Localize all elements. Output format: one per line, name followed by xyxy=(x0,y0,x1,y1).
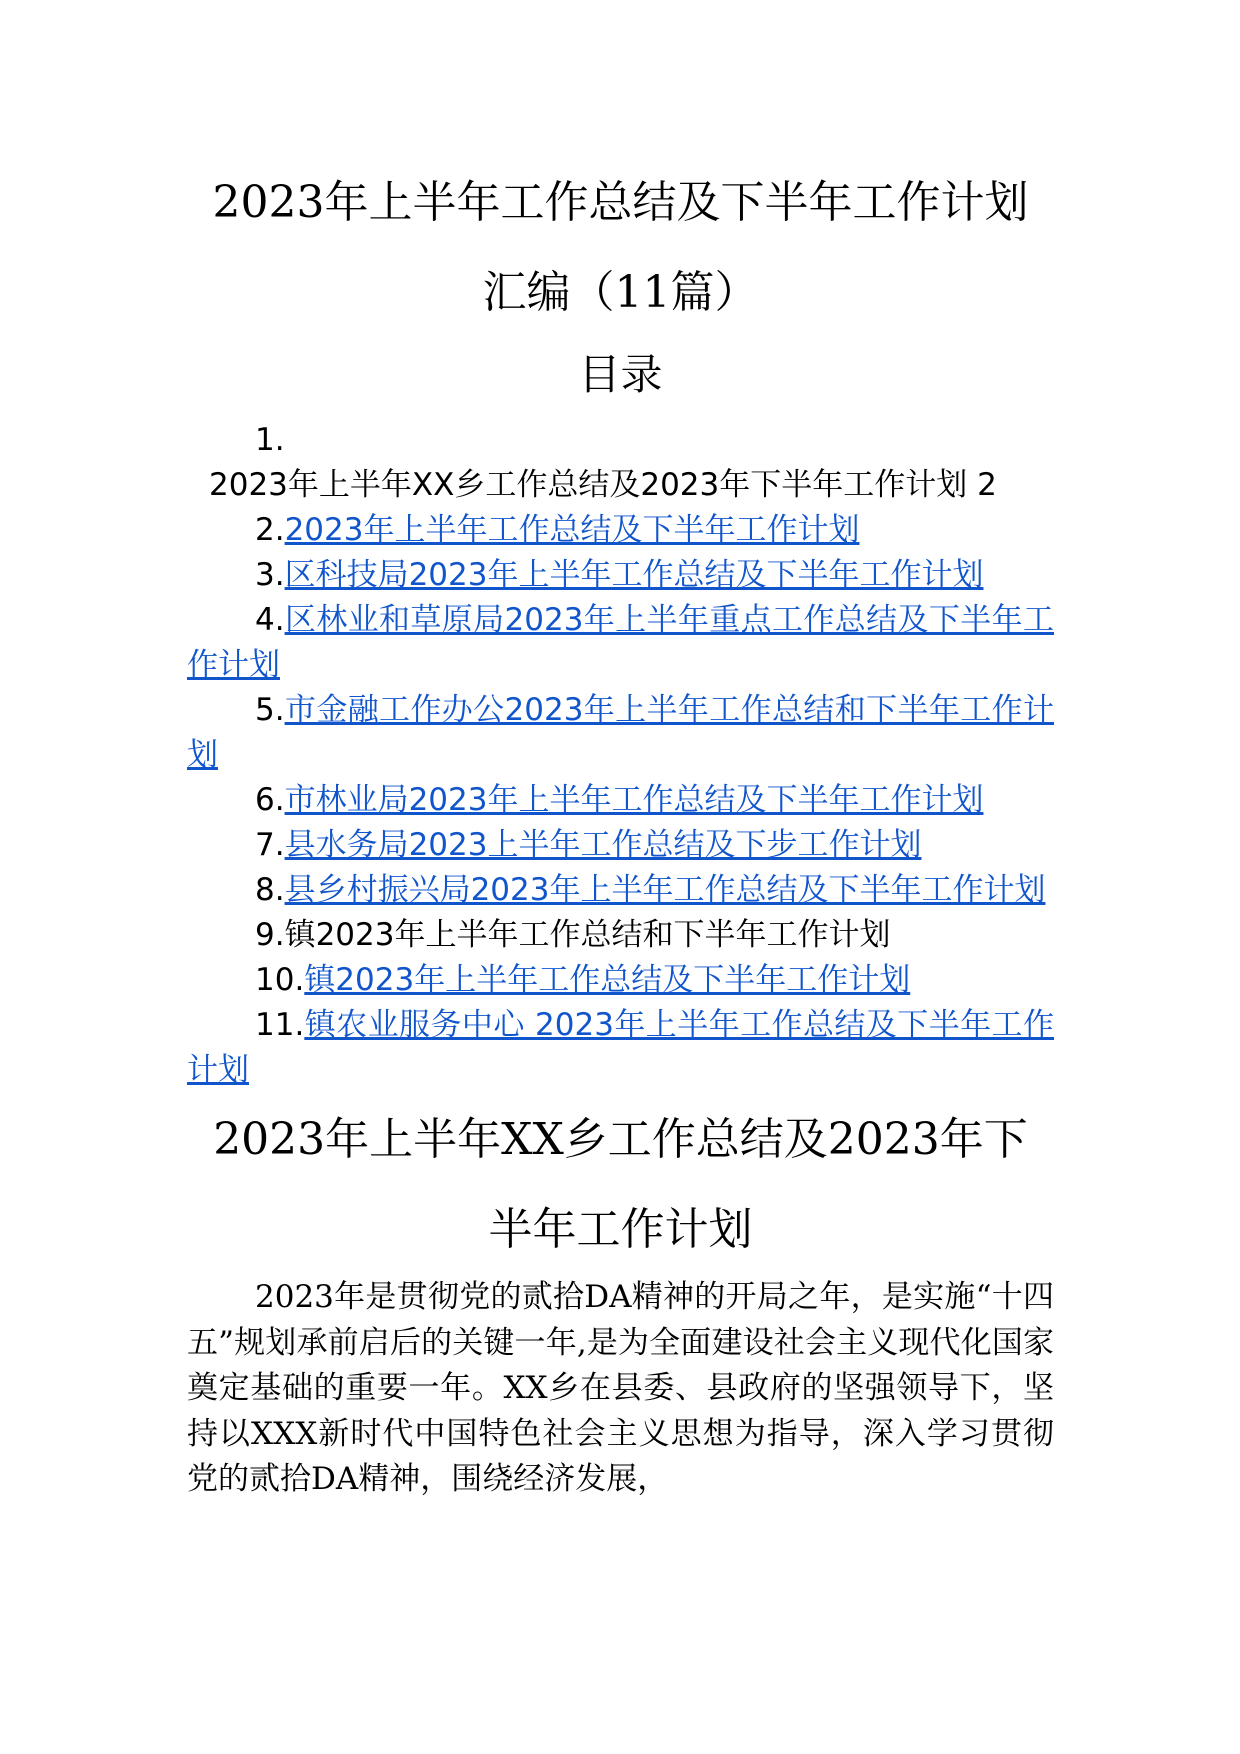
toc-item[interactable] xyxy=(187,868,1054,913)
toc-item-number: 2. xyxy=(255,512,285,548)
toc-item[interactable] xyxy=(187,958,1054,1003)
toc-item-number: 4. xyxy=(255,602,285,638)
toc-item[interactable] xyxy=(187,1003,1054,1093)
toc-item[interactable] xyxy=(187,778,1054,823)
toc-item-number: 7. xyxy=(255,827,285,863)
toc-item-link[interactable]: 区林业和草原局2023年上半年重点工作总结及下半年工作计划 xyxy=(187,602,1054,683)
toc-item-link[interactable]: 市金融工作办公2023年上半年工作总结和下半年工作计划 xyxy=(187,692,1054,773)
section-title xyxy=(187,1095,1054,1275)
toc-heading: 目录 xyxy=(578,350,663,399)
toc-item-link[interactable]: 县水务局2023上半年工作总结及下步工作计划 xyxy=(284,827,922,863)
toc-item-number: 6. xyxy=(255,782,285,818)
toc-item-link[interactable]: 区科技局2023年上半年工作总结及下半年工作计划 xyxy=(284,557,984,593)
document-title-line-2: 汇编（11篇） xyxy=(482,267,759,318)
toc-item-number: 10. xyxy=(255,962,305,998)
toc-item xyxy=(187,418,1054,508)
toc-item-link[interactable]: 镇农业服务中心 2023年上半年工作总结及下半年工作计划 xyxy=(187,1007,1054,1088)
toc-item-text: 镇2023年上半年工作总结和下半年工作计划 xyxy=(284,917,891,953)
toc-item-number: 8. xyxy=(255,872,285,908)
toc-item-link[interactable]: 2023年上半年工作总结及下半年工作计划 xyxy=(284,512,860,548)
toc-item-link[interactable]: 市林业局2023年上半年工作总结及下半年工作计划 xyxy=(284,782,984,818)
document-title-line-1: 2023年上半年工作总结及下半年工作计划 xyxy=(212,177,1029,228)
section-title-line-1: 2023年上半年XX乡工作总结及2023年下 xyxy=(213,1114,1028,1165)
body-paragraph: 2023年是贯彻党的贰拾DA精神的开局之年，是实施“十四五”规划承前启后的关键一年,是为全面建设社会主义现代化国家奠定基础的重要一年。XX乡在县委、县政府的坚强领导下，坚持以XXX新时代中国特色社会主义思想为指导，深入学习贯彻党的贰拾DA精神，围绕经济发展， xyxy=(187,1279,1054,1497)
toc-item xyxy=(187,913,1054,958)
section-title-line-2: 半年工作计划 xyxy=(488,1204,753,1255)
toc-item[interactable] xyxy=(187,688,1054,778)
toc-item[interactable] xyxy=(187,508,1054,553)
toc-item-link[interactable]: 镇2023年上半年工作总结及下半年工作计划 xyxy=(304,962,911,998)
toc-item-number: 5. xyxy=(255,692,285,728)
document-title xyxy=(187,158,1054,338)
toc-item[interactable] xyxy=(187,598,1054,688)
toc-item-text: 2023年上半年XX乡工作总结及2023年下半年工作计划 2 xyxy=(209,467,997,503)
toc-item-number: 1. xyxy=(255,422,285,458)
toc-item-number: 11. xyxy=(255,1007,305,1043)
toc-item-number: 3. xyxy=(255,557,285,593)
toc-item-number: 9. xyxy=(255,917,285,953)
toc-item-link[interactable]: 县乡村振兴局2023年上半年工作总结及下半年工作计划 xyxy=(284,872,1046,908)
table-of-contents xyxy=(187,418,1054,1093)
toc-item[interactable] xyxy=(187,553,1054,598)
toc-item[interactable] xyxy=(187,823,1054,868)
